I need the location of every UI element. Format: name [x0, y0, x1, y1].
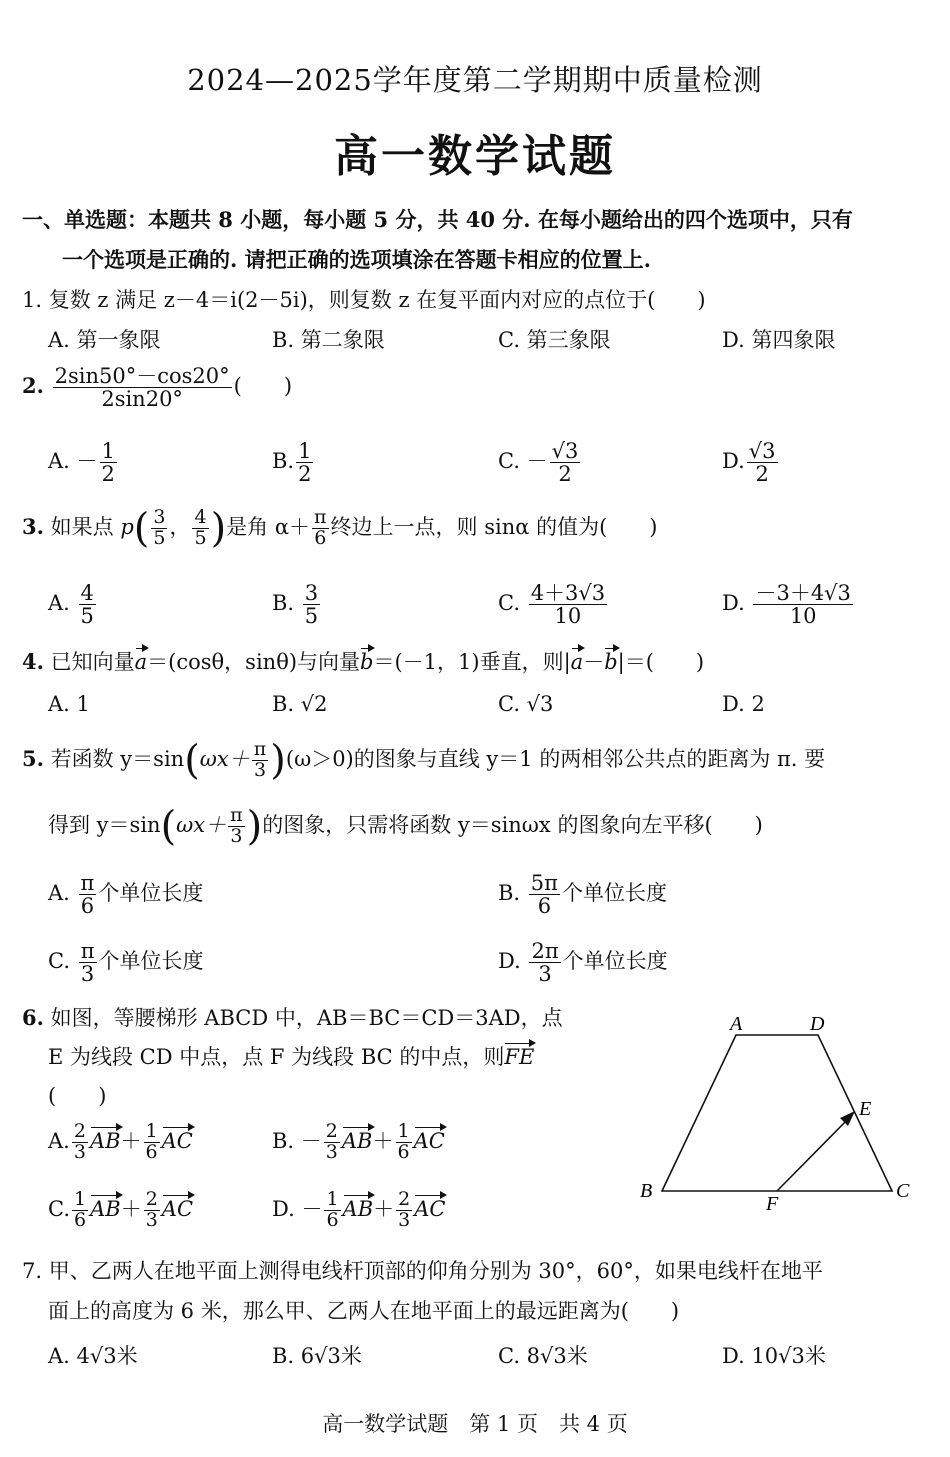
- label-f: F: [766, 1193, 779, 1215]
- exam-term-heading: 2024—2025学年度第二学期期中质量检测: [187, 63, 763, 97]
- q2-option-d: D. $\frac{√3}{2}$: [722, 439, 776, 487]
- question-4: 4. 已知向量a＝(cosθ，sinθ)与向量b＝(－1，1)垂直，则|a－b|＝( ): [22, 649, 705, 674]
- question-7-line-1: 7. 甲、乙两人在地平面上测得电线杆顶部的仰角分别为 30°，60°，如果电线杆在地平: [22, 1259, 823, 1283]
- q4-option-a: A. 1: [48, 692, 90, 716]
- q2-option-a: A. － $\frac{1}{2}$: [48, 439, 115, 487]
- label-c: C: [896, 1180, 910, 1202]
- question-6-line-3: ( ): [48, 1084, 107, 1108]
- question-1: 1. 复数 z 满足 z－4＝i(2－5i)，则复数 z 在复平面内对应的点位于( ): [22, 288, 706, 312]
- q1-option-a: A. 第一象限: [48, 328, 161, 352]
- question-2: 2. $\frac{2\sin 50^\circ-\cos 20^\circ}{2\sin 20^\circ}$ ( ): [22, 364, 293, 412]
- section-line-1: 一、单选题：本题共 8 小题，每小题 5 分，共 40 分. 在每小题给出的四个选项中，只有: [22, 207, 853, 232]
- q3-option-c: C. $\frac{4+3√3}{10}$: [498, 581, 606, 629]
- q4-option-c: C. √3: [498, 692, 554, 716]
- q2-option-c: C. － $\frac{√3}{2}$: [498, 439, 579, 487]
- q1-option-c: C. 第三象限: [498, 328, 611, 352]
- section-line-2: 一个选项是正确的. 请把正确的选项填涂在答题卡相应的位置上.: [62, 247, 651, 272]
- q4-option-b: B. √2: [272, 692, 328, 716]
- trapezoid-diagram: [630, 1005, 920, 1215]
- question-7-line-2: 面上的高度为 6 米，那么甲、乙两人在地平面上的最远距离为( ): [48, 1299, 680, 1323]
- q3-option-d: D. $\frac{-3+4√3}{10}$: [722, 581, 851, 629]
- q6-option-c: C. $\frac{1}{6}$ AB＋ $\frac{2}{3}$ AC: [48, 1188, 194, 1231]
- q5-option-a: A. $\frac{\pi}{6}$ 个单位长度: [48, 871, 204, 919]
- q6-option-d: D. － $\frac{1}{6}$ AB＋ $\frac{2}{3}$ AC: [272, 1188, 446, 1231]
- q6-option-a: A. $\frac{2}{3}$ AB＋ $\frac{1}{6}$ AC: [48, 1120, 193, 1163]
- question-5-line-2: 得到 y＝sin(ωx＋ $\frac{\pi}{3}$ )的图象，只需将函数 y＝sinωx 的图象向左平移( ): [48, 803, 763, 850]
- q3-option-a: A. $\frac{4}{5}$: [48, 581, 94, 629]
- q7-option-b: B. 6√3米: [272, 1344, 362, 1368]
- q2-expression: $\frac{2\sin 50^\circ-\cos 20^\circ}{2\sin 20^\circ}$: [54, 364, 230, 412]
- q7-option-c: C. 8√3米: [498, 1344, 588, 1368]
- q2-option-b: B. $\frac{1}{2}$: [272, 439, 312, 487]
- exam-title: 高一数学试题: [334, 131, 616, 182]
- question-3: 3. 如果点 p( $\frac{3}{5}$ ， $\frac{4}{5}$ )是角 α＋ $\frac{\pi}{6}$ 终边上一点，则 sinα 的值为( ): [22, 505, 658, 552]
- q6-option-b: B. － $\frac{2}{3}$ AB＋ $\frac{1}{6}$ AC: [272, 1120, 445, 1163]
- q5-option-d: D. $\frac{2\pi}{3}$ 个单位长度: [498, 939, 668, 987]
- label-b: B: [640, 1180, 653, 1202]
- section-instructions: [22, 200, 932, 280]
- q5-option-c: C. $\frac{\pi}{3}$ 个单位长度: [48, 939, 204, 987]
- question-5-line-1: 5. 若函数 y＝sin(ωx＋ $\frac{\pi}{3}$ )(ω＞0)的图象与直线 y＝1 的两相邻公共点的距离为 π. 要: [22, 737, 826, 784]
- label-a: A: [730, 1013, 743, 1035]
- q1-option-b: B. 第二象限: [272, 328, 385, 352]
- q5-option-b: B. $\frac{5\pi}{6}$ 个单位长度: [498, 871, 667, 919]
- vector-fe-line: [777, 1115, 852, 1191]
- q7-option-d: D. 10√3米: [722, 1344, 826, 1368]
- q7-option-a: A. 4√3米: [48, 1344, 138, 1368]
- label-e: E: [859, 1098, 872, 1120]
- q3-option-b: B. $\frac{3}{5}$: [272, 581, 319, 629]
- q1-option-d: D. 第四象限: [722, 328, 836, 352]
- q4-option-d: D. 2: [722, 692, 765, 716]
- label-d: D: [810, 1013, 825, 1035]
- question-6-line-1: 6. 如图，等腰梯形 ABCD 中，AB＝BC＝CD＝3AD，点: [22, 1005, 563, 1030]
- trapezoid-abcd: [662, 1035, 892, 1191]
- question-6-line-2: E 为线段 CD 中点，点 F 为线段 BC 的中点，则FE: [48, 1045, 535, 1069]
- page-footer: 高一数学试题 第 1 页 共 4 页: [322, 1412, 628, 1436]
